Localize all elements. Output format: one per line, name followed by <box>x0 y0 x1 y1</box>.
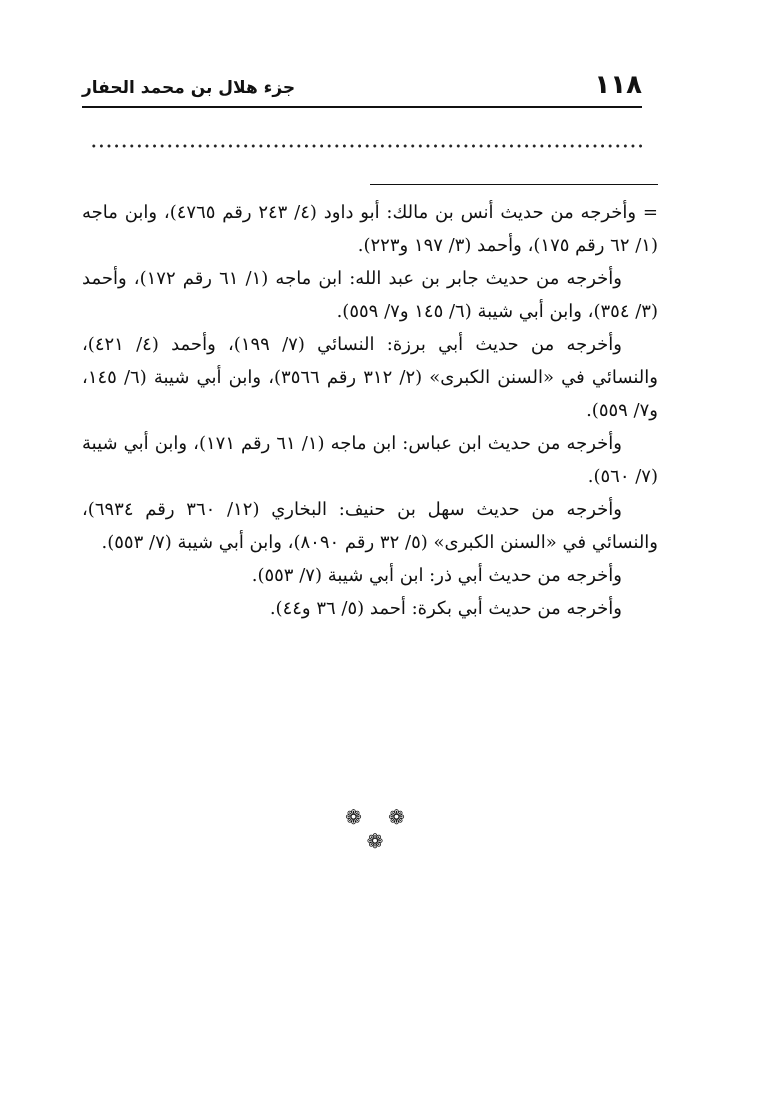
footnote-abu-bakra: وأخرجه من حديث أبي بكرة: أحمد (٥/ ٣٦ و٤٤). <box>269 598 622 619</box>
footnote-anas: = وأخرجه من حديث أنس بن مالك: أبو داود (٤/ ٢٤٣ رقم ٤٧٦٥)، وابن ماجه (١/ ٦٢ رقم ١٧٥)، وأحمد (٣/ ١٩٧ و٢٢٣). <box>82 202 658 256</box>
running-title: جزء هلال بن محمد الحفار <box>82 78 296 98</box>
section-end-ornament: ❁ ❁ ❁ <box>345 805 415 853</box>
footnote-abu-dharr: وأخرجه من حديث أبي ذر: ابن أبي شيبة (٧/ ٥٥٣). <box>251 565 622 586</box>
page-header <box>82 66 642 108</box>
footnote-ibn-abbas: وأخرجه من حديث ابن عباس: ابن ماجه (١/ ٦١ رقم ١٧١)، وابن أبي شيبة (٧/ ٥٦٠). <box>82 433 658 487</box>
page-number: ١١٨ <box>594 70 642 100</box>
footnote-rule <box>370 184 658 185</box>
footnote-jabir: وأخرجه من حديث جابر بن عبد الله: ابن ماجه (١/ ٦١ رقم ١٧٢)، وأحمد (٣/ ٣٥٤)، وابن أبي شيبة (٦/ ١٤٥ و٧/ ٥٥٩). <box>82 268 658 322</box>
dotted-separator <box>90 140 642 152</box>
footnote-abu-barza: وأخرجه من حديث أبي برزة: النسائي (٧/ ١٩٩)، وأحمد (٤/ ٤٢١)، والنسائي في «السنن الكبرى» (٢/ ٣١٢ رقم ٣٥٦٦)، وابن أبي شيبة (٦/ ١٤٥، و٧/ ٥٥٩). <box>82 334 658 421</box>
footnote-sahl-ibn-hunayf: وأخرجه من حديث سهل بن حنيف: البخاري (١٢/ ٣٦٠ رقم ٦٩٣٤)، والنسائي في «السنن الكبرى» (٥/ ٣٢ رقم ٨٠٩٠)، وابن أبي شيبة (٧/ ٥٥٣). <box>82 499 658 553</box>
footnotes <box>82 196 658 625</box>
